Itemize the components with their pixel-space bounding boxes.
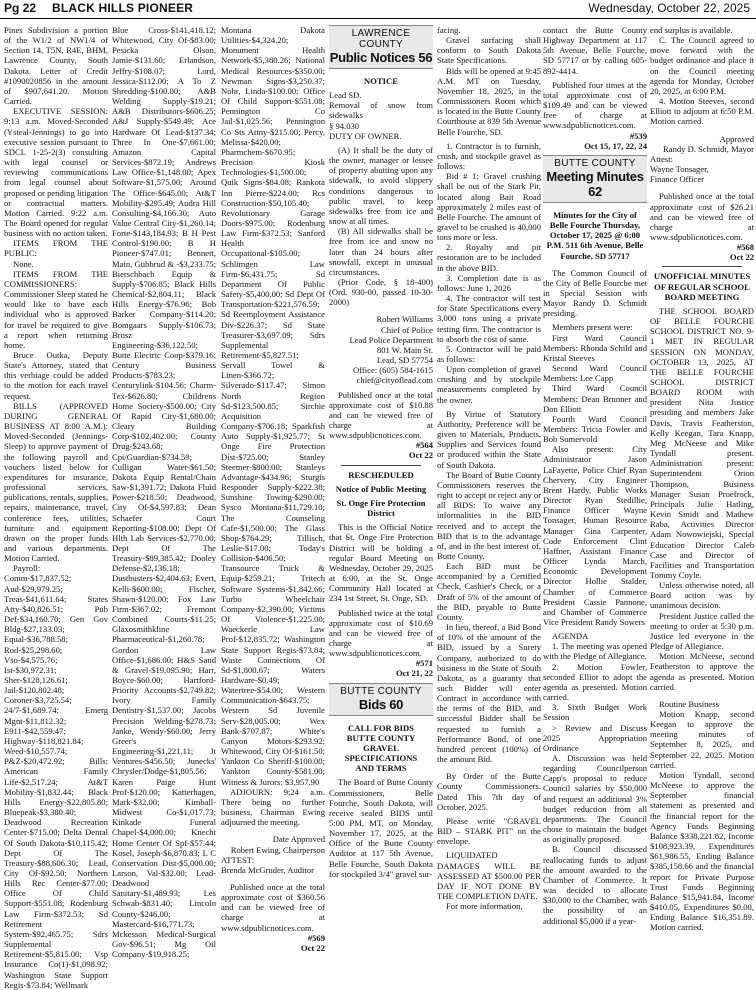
notice-signature-line: Approved <box>719 133 754 144</box>
notice-signature-line: Oct 21, 22 <box>396 668 433 679</box>
spacer <box>221 875 325 882</box>
notice-signature-line: Oct 22 <box>300 942 325 953</box>
notice-paragraph: 3. Completion date is as follows: June 1, 2026 <box>437 272 541 293</box>
notice-heading: UNOFFICIAL MINUTES OF REGULAR SCHOOL BOARD MEETING <box>653 271 751 302</box>
notice-paragraph: 2. Motion Fowler, seconded Elliot to adopt the agenda as presented. Motion carried. <box>543 661 647 703</box>
notice-paragraph: Bruce Outka, Deputy State's Attorney, stated that this verbiage could be added to the motion for each travel request. <box>4 350 108 401</box>
spacer <box>650 127 754 134</box>
notice-heading: NOTICE <box>364 76 398 86</box>
notice-heading: AND TERMS <box>355 763 407 774</box>
notice-paragraph: Published four times at the total approximate cost of $109.49 and can be viewed free of charge at www.sdpublicnotices.com. <box>543 79 647 131</box>
spacer <box>543 261 647 268</box>
notice-signature-line: chief@cityoflead.com <box>356 375 433 386</box>
notice-signature-line: Oct 22 <box>729 252 754 263</box>
column-3 <box>221 25 325 970</box>
column-6 <box>543 25 647 970</box>
notice-paragraph: Blue Cross-$141,418.12; Whitewood, City Of-$83.00; Pesicka Olson, Jamie-$131.60; Erlandson, Jeffry-$108.07; Lord, Jessica-$112.00; A To Z Shredding-$100.00; A&B Welding Supply-$19.21; A&B Distributors-$606.25; A&J Supply-$549.49; Ace Hardware Of Lead-$137.34; Three In One-$7,661.00; Amazon Capital Services-$872.19; Andrews Law Office-$1,148.00; Apex Software-$1,575.00; Around The Office-$645.00; At&T Mobility-$295.49; Audra Hill Consulting-$4,166.30; Auto Value Central City-$1,260.14; Forte-$143,184.93; B H Pest Control-$190.00; B H Pioneer-$747.01; Bennett, Main, Gubbrud & -$3,233.75; Bierschbach Equip & Supply-$706.85; Black Hills Chemical-$2,804.11; Black Hills Energy-$76.96; Bob Barker Company-$114.20; Bomgaars Supply-$106.73; Brosz Engineering-$36,122.50; Butte Electric Coop-$379.16; Century Business Products-$783.23; Centurylink-$104.56; Charm-Tex-$626.80; Childrens Home Society-$500.00; City Of Rapid City-$1,680.00; Cleary Building Corp-$102,402.00; County Drug-$243.68; Cpi/Guardian-$734.59; Culligan Water-$61.50; Dakota Equip Rental/Chain Saw-$1,391.72; Dakota Fluid Power-$218.50; Deadwood, City Of-$4,597.83; Dean Schaefer Court Reporting-$108.00; Dept Of Hlth Lab Services-$2,770.00; Dept Of The Treasury-$89,385.42; Dooley Defense-$2,136.18; Dustbusters-$2,404.63; Evert, Kelli-$600.00; Fischer, Shawn-$120.00; Fox Law Firm-$367.02; Fremont Combined Courts-$11.25; Glaxosmithkline Pharmaceutical-$1,260.78; Gordon Law Office-$1,686.00; H&S Sand & Gravel-$19,095.90; Harr, Boyce-$60.00; Hartford-Priority Accounts-$2,749.82; Ivory Family Dentistry-$1,537.00; Jacobs Precision Welding-$278.73; Janke, Wendy-$60.00; Jerry Greer's Engineering-$1,221.11; Jt Ventures-$456.50; Junecks' Chrysler/Dodge-$1,805.56; Karen Paige Hunt Prof-$120.00; Katterhagen, Mark-$32.00; Kimball-Midwest Co-$1,017.73; Kinkade Funeral Chapel-$4,000.00; Knecht Home Center Of Spf-$57.44; Kosel, Joseph-$6,870.83; L C Conservation Dist-$5,000.00; Larson, Val-$32.00; Lead-Deadwood Sanitary-$1,489.93; Les Schwab-$831.40; Lincoln County-$246.00; Mastercard-$16,771.73; Mckesson Medical-Surgical Gov-$96.51; Mg Oil Company-$19,918.25; <box>112 25 216 960</box>
notice-paragraph: The Board of Butte County Commissioners reserves the right to accept or reject any or all BIDS: To waive any informalities in the BID received and to accept the BID that is to the advantage of, and in the best interest of, Butte County. <box>437 469 541 561</box>
spacer <box>329 307 433 314</box>
notice-paragraph: facing. <box>437 25 461 35</box>
notice-paragraph: contact the Butte County Highway Department at 117 5th Avenue, Belle Fourche, SD 57717 or by calling 605-892-4414. <box>543 25 647 76</box>
notice-heading: Notice of Public Meeting <box>335 483 427 494</box>
notice-heading: Minutes for the City of Belle Fourche Thursday, October 17, 2025 @ 6:00 P.M. 511 6th Avenue, Belle Fourche, SD 57717 <box>546 209 644 261</box>
section-tag: BUTTE COUNTY <box>543 155 647 169</box>
section-title: Public Notices 56 <box>329 50 433 69</box>
notice-signature-line: Lead, SD 57754 <box>376 355 433 366</box>
notice-paragraph: 2. Royalty and pit restoration are to be included in the above BID. <box>437 242 541 273</box>
notice-paragraph: ITEMS FROM THE PUBLIC: <box>4 238 108 259</box>
notice-paragraph: > Review and Discuss 2025 Appropriation Ordinance <box>543 722 647 753</box>
spacer <box>543 203 647 210</box>
notice-paragraph: EXECUTIVE SESSION: 9:13 a.m. Moved-Seconded (Ysteal-Jennings) to go into executive session pursuant to SDCL 1-25-2(3) consulting with legal counsel or reviewing communications from legal counsel about proposed or pending litigation or contractual matters. Motion Carried. 9:22 a.m. The Board opened for regular business with no action taken. <box>4 106 108 239</box>
notice-paragraph: Each BID must be accompanied by a Certified Check, Cashier's Check, or a Draft of 5% of the amount of the BID, payable to Butte County. <box>437 561 541 622</box>
notice-paragraph: By Order of the Butte County Commissioners. Dated This 7th day of October, 2025. <box>437 771 541 812</box>
notice-signature-line: #564 <box>415 440 433 451</box>
notice-paragraph: Please write "GRAVEL BID – STARK PIT" on the envelope. <box>437 815 541 847</box>
notice-signature-line: Robert Williams <box>376 314 433 325</box>
page-header <box>0 0 756 19</box>
spacer <box>650 692 754 699</box>
column-5 <box>437 25 541 970</box>
notice-paragraph: C. The Council agreed to move forward with the budget ordinance and place it on the Council meeting agenda for Monday, October 20, 2025, at 6:00 P.M. <box>650 35 754 96</box>
notice-paragraph: LIQUIDATED DAMAGES WILL BE ASSESSED AT $500.00 PER DAY IF NOT DONE BY THE COMPLETION DATE. <box>437 850 541 901</box>
notice-paragraph: First Ward Council Members: Rhonda Schild and Kristal Steeves <box>543 332 647 363</box>
notice-signature-line: #569 <box>307 932 325 943</box>
notice-paragraph: 5. Contractor will be paid as follows: <box>437 343 541 364</box>
notice-paragraph: 3. Sixth Budget Work Session <box>543 702 647 723</box>
newspaper-title: BLACK HILLS PIONEER <box>52 1 194 15</box>
notice-paragraph: By Virtue of Statutory Authority, Preference will be given to Materials, Products, Supplies and Services found or produced within the State of South Dakota. <box>437 408 541 470</box>
notice-paragraph: President Justice called the meeting to order at 5:30 p.m. Justice led everyone in the Pledge of Allegiance. <box>650 610 754 652</box>
notice-paragraph: Payroll: Comm-$17,837.52; Aud-$29,979.25; Treas-$41,611.64; States Atty-$40,826.51; Pub Def-$34,160.70; Gen Gov Bldg-$27,133.03; Equal-$36,788.58; Rod-$25,298.60; Vso-$4,575.76; Ist-$30,972.31; Sher-$128,126.61; Jail-$120,802.48; Coroner-$3,725.54; 24/7-$1,689.74; Emerg Mgnt-$11,812.32; E911-$42,559.47; Highway-$118,821.84; Weed-$10,557.74; P&Z-$20,472.92; Bills: American Family Life-$2,517.24; At&T Mobility-$1,832.44; Black Hills Energy-$22,805.80; Bluepeak-$3,380.40; Deadwood Recreation Center-$715.00; Delta Dental Of South Dakota-$10,115.42; Dept Of The Treasury-$88,606.30; Lead, City Of-$92.50; Northern Hills Rec Center-$77.00; Office Of Child Support-$551.08; Rodenburg Law Firm-$372.53; Sd Retirement System-$92,465.75; Sdrs Supplemental Retirement-$5,815.00; Vsp Insurance Co(1)-$1,098.92; Washington State Support Regis-$73.84; Wellmark <box>4 563 108 990</box>
notice-paragraph: Finance Officer <box>650 174 705 185</box>
section-title: Meeting Minutes 62 <box>543 169 647 203</box>
notice-signature-line: Lead Police Department <box>349 334 433 345</box>
notice-paragraph: Bids will be opened at 9:45 A.M. MT on Tuesday, November 18, 2025, in the Commissioners Room which is located in the Butte County Courthouse at 839 5th Avenue Belle Fourche, SD. <box>437 65 541 137</box>
column-7 <box>650 25 754 970</box>
notice-paragraph: Pines Subdivision a portion of the W1/2 of NW1/4 of Section 14, T5N, R4E, BHM, Lawrence County, South Dakota. Letter of Credit #1090020856 in the amount of $907,641.20. Motion Carried. <box>4 25 108 107</box>
notice-heading: SPECIFICATIONS <box>344 753 418 764</box>
notice-paragraph: Gravel surfacing shall conform to South Dakota State Specifications. <box>437 35 541 66</box>
column-4 <box>329 25 433 970</box>
notice-paragraph: Members present were: <box>552 322 633 333</box>
notice-paragraph: Published once at the total approximate cost of $26.21 and can be viewed free of charge at www.sdpublicnotices.com. <box>650 191 754 242</box>
spacer <box>650 184 754 191</box>
notice-paragraph: 1. Contractor is to furnish, crush, and stockpile gravel as follows: <box>437 140 541 172</box>
notice-signature-line: #568 <box>736 242 754 253</box>
issue-date: Wednesday, October 22, 2025 <box>588 1 750 15</box>
notice-paragraph: Brenda McGruder, Auditor <box>221 864 314 875</box>
notice-paragraph: Published once at the total approximate cost of $360.56 and can be viewed free of charge at www.sdpublicnotices.com. <box>221 881 325 933</box>
notice-paragraph: Montana Dakota Utilities-$4,324.20; Monument Health Network-$5,380.26; National Medical Resources-$350.00; Newman Signs-$3,250.37; Nohr, Linda-$100.00; Office Of Child Support-$551.08; Pennington Co Jail-$1,025.56; Pennington Co Sts Attny-$215.00; Percy, Melissa-$420.00; Pharmchem-$670.95; Precision Kiosk Technologies-$1,500.00; Quik Signs-$84.08; Rankota Inn Pierre-$224.00; Rcs Construction-$50,105.40; Revolutionary Garage Doors-$975.00; Rodenburg Law Firm-$372.53; Sanford Health Occupational-$105.00; Schlimgen Law Firm-$6,431.75; Sd Department Of Public Safety-$5,400.00; Sd Dept Of Transportation-$221,576.59; Sd Reemployment Assistance Div-$226.37; Sd State Treasurer-$3,697.09; Sdrs Supplemental Retirement-$5,827.51; Servall Towel & Linen-$366.72; Silverado-$117.47; Simon North Region Sd-$123,500.85; Sirchie Acquisition Company-$706.18; Sparkfish Auto Supply-$1,925.77; St Onge Fire Protection Dist-$725.00; Stanley Steemer-$800.00; Stanleys Advantage-$434.96; Sturgis Responder Supply-$222.38; Sunshine Towing-$290.00; Sysco Montana-$11,729.10; The Counseling Cafe-$1,500.00; The Glass Shop-$764.29; Tillisch, Leslie-$17.00; Today's Collision-$406.50; Transource Truck & Equip-$259.21; Tritech Software Systems-$1,842.66; Turbo Wheelchair Company-$2,390.00; Victims Of Violence-$1,225.00; Waeckerle Law Prof-$12,835.72; Washington State Support Regis-$73.84; Waste Connections Of Sd-$1,800.67; Waters Hardware-$0.49; Watertree-$54.00; Western Communication-$643.75; Western Sd Juvenile Serv-$28,005.00; Wex Bank-$707.87; White's Canyon Motors-$293.92; Whitewood, City Of-$161.50; Yankton Co Sheriff-$100.00; Yankton County-$581.00; Witness & Jurors: $3,957.90 <box>221 25 325 787</box>
notice-signature-line: Robert Ewing, Chairperson <box>230 844 325 855</box>
notice-paragraph: Wayne Tonsager, <box>650 164 709 175</box>
notice-paragraph: For more information, <box>446 901 523 912</box>
notice-paragraph: Third Ward Council Members: Dean Brunner and Don Elliott <box>543 383 647 414</box>
notice-heading: GRAVEL <box>363 742 399 753</box>
spacer <box>437 764 541 771</box>
notice-paragraph: A. Discussion was held regarding Councilperson Capp's proposal to reduce Council salaries by $50,000 and request an additional 3% budget reduction from all departments. The Council chose to maintain the budget as originally proposed. <box>543 753 647 845</box>
notice-paragraph: Removal of snow from sidewalks <box>329 100 433 121</box>
notice-paragraph: Unless otherwise noted, all Board action was by unanimous decision. <box>650 580 754 611</box>
spacer <box>329 716 433 723</box>
notice-heading: CALL FOR BIDS <box>348 722 414 733</box>
notice-paragraph: ITEMS FROM THE COMMISSIONERS: Commissioner Sleep stated he would like to have each individual who is approved for travel be required to give a report when returning home. <box>4 268 108 350</box>
notice-paragraph: Routine Business <box>659 698 719 709</box>
notice-paragraph: Also present: City Administrator Jason LaFayette, Police Chief Ryan Chervery, City Engineer Brent Hardy, Public Works Director Ryan Stedillie, Finance Officer Wayne Tonsager, Human Resource Manager Gina Carpenter, Code Enforcement Clint Haffner, Assistant Finance Officer Lynda March, Economic Development Director Hollie Stalder, Chamber of Commerce President Cassie Pannone, and Chamber of Commerce Vice President Randy Sowers <box>543 444 647 627</box>
notice-paragraph: Motion Knapp, second Keegan to approve the meeting minutes of September 8, 2025, and September 22, 2025. Motion carried. <box>650 709 754 770</box>
notice-paragraph: AGENDA <box>552 631 589 642</box>
notice-paragraph: Published twice at the total approximate cost of $10.69 and can be viewed free of charge at www.sdpublicnotices.com. <box>329 607 433 659</box>
notice-paragraph: Bid # 1: Gravel crushing shall be out of the Stark Pit, located along Bait Road approximately 2 miles east of Belle Fourche. The amount of gravel to be crushed is 40,000 tons more or less. <box>437 171 541 243</box>
spacer <box>329 69 433 76</box>
notice-paragraph: end surplus is available. <box>650 25 733 35</box>
column-2 <box>112 25 216 970</box>
notice-paragraph: 4. Motion Steeves, second Elliott to adjourn at 6:50 P.M. Motion carried. <box>650 96 754 127</box>
notice-heading: St. Onge Fire Protection District <box>336 497 426 519</box>
notice-signature-line: Randy D. Schmidt, Mayor <box>663 143 754 154</box>
notice-signature-line: #539 <box>629 130 647 141</box>
notice-signature-line: Date Approved <box>272 834 325 845</box>
divider <box>662 266 742 267</box>
section-tag: LAWRENCE COUNTY <box>329 25 433 50</box>
notice-signature-line: Oct 15, 17, 22, 24 <box>584 140 647 151</box>
notice-paragraph: B. Council discussed reallocating funds to adjust the amount awarded to the Chamber of Commerce. It was decided to allocate $30,000 to the Chamber, with the possibility of an additional $5,000 if a year- <box>543 844 647 926</box>
column-1 <box>4 25 108 990</box>
notice-paragraph: 1. The meeting was opened with the Pledge of Allegiance. <box>543 641 647 662</box>
notice-paragraph: 4. The contractor will test for State Specifications every 3,000 tons using a private testing firm. The contractor is to absorb the cost of same. <box>437 293 541 344</box>
notice-paragraph: Fourth Ward Council Members: Tricia Fowler and Bob Somervold <box>543 413 647 445</box>
notice-paragraph: None. <box>13 258 34 269</box>
divider <box>341 465 421 466</box>
notice-paragraph: The Board of Butte County Commissioners, Belle Fourche, South Dakota, will receive sealed BIDS until 5:00 PM, MT, on Monday, November 17, 2025, at the Office of the Butte County Auditor at 117 5th Avenue, Belle Fourche, South Dakota for stockpiled 3/4" gravel sur- <box>329 777 433 879</box>
section-tag: BUTTE COUNTY <box>329 683 433 697</box>
notice-paragraph: (A) It shall be the duty of the owner, manager or lessee of property abutting upon any sidewalk, to avoid slippery conditions dangerous to public travel, to keep sidewalks free from ice and snow at all times. <box>329 144 433 227</box>
notice-signature-line: Chief of Police <box>380 324 433 335</box>
section-title: Bids 60 <box>329 697 433 716</box>
spacer <box>221 827 325 834</box>
notice-heading: RESCHEDULED <box>348 469 414 480</box>
notice-paragraph: (B) All sidewalks shall be free from ice and snow no later than 24 hours after snowfall, except in unusual circumstances. <box>329 226 433 277</box>
notice-paragraph: Upon completion of gravel crushing and by stockpile measurements completed by the owner. <box>437 364 541 405</box>
page-number: Pg 22 <box>4 1 37 15</box>
notice-paragraph: This is the Official Notice that St. Onge Fire Protection District will be holding a regular Board Meeting on Wednesday, October 29, 2025 at 6:00, at the St. Onge Community Hall located at 234 1st Street, St. Onge, SD. <box>329 522 433 604</box>
notice-signature-line: 801 W. Main St. <box>376 344 433 355</box>
notice-signature-line: #571 <box>415 658 433 669</box>
notice-heading: BUTTE COUNTY <box>346 732 416 743</box>
notice-paragraph: Motion Tyndall, second McNeese to approve the September financial statement as presented and the financial report for the Agency Funds Beginning Balance $338,221.82, Income $108,923.39, Expenditures $61,986.55, Ending Balance $385,158.66 and the financial report for Private Purpose Trust Funds Beginning Balance $15,941.84, Income $410.05, Expenditures $0.00, Ending Balance $16,351.89. Motion carried. <box>650 769 754 933</box>
notice-signature-line: Oct 22 <box>408 450 433 461</box>
notice-paragraph: DUTY OF OWNER. <box>329 130 402 141</box>
notice-paragraph: (Prior Code, § 18-400) (Ord. 930-00, passed 10-30-2000) <box>329 276 433 308</box>
notice-paragraph: ATTEST: <box>221 854 254 865</box>
notice-paragraph: THE SCHOOL BOARD OF BELLE FOURCHE SCHOOL DISTRICT NO. 9-1 MET IN REGULAR SESSION ON MONDAY, OCTOBER 13, 2025, AT THE BELLE FOURCHE SCHOOL DISTRICT BOARD ROOM with president Nita Justice presiding and members Jake Davis, Travis Featherston, Kelly Keegan, Tara Knapp, Meg McNeese and Mike Tyndall present. Administration present: Superintendent Orion Thompson, Business Manager Susan Proefrock, Principals Julie Hatling, Kevin Smidt and Mathew Raba, Activities Director Adam Nowowiejski, Special Education Director Caleb Case and Director of Facilities and Transportation Tommy Coyle. <box>650 305 754 580</box>
notice-signature-line: Office: (605) 584-1615 <box>352 365 433 376</box>
notice-paragraph: § 94.030 <box>329 120 360 131</box>
notice-paragraph: Published once at the total approximate cost of $10.88 and can be viewed free of charge at www.sdpublicnotices.com. <box>329 389 433 441</box>
notice-paragraph: Lead SD. <box>329 90 362 101</box>
notice-paragraph: Second Ward Council Members: Lee Capp <box>543 363 647 384</box>
notice-paragraph: Attest: <box>650 153 673 164</box>
notice-paragraph: In lieu, thereof, a Bid Bond of 10% of the amount of the BID, issued by a Surety Company, authorized to do business in the State of South Dakota, as a guaranty that such Bidder will enter Contract in accordance with the terms of the BID, and successful Bidder shall be requested to furnish a Performance Bond, of one hundred percent (100%) of the amount Bid. <box>437 622 541 765</box>
notice-paragraph: BILLS (APPROVED DURING GENERAL BUSINESS AT 8:00 A.M.): Moved-Seconded (Jennings-Sleep) to approve payment of the following payroll and vouchers listed below for expenditures for insurance, professional services, publications, rentals, supplies, repairs, maintenance, travel, conference fees, utilities, furniture and equipment drawn on the proper funds and various departments. Motion Carried. <box>4 400 108 564</box>
notice-paragraph: The Common Council of the City of Belle Fourche met in Special Session with Mayor Randy D. Schmidt presiding. <box>543 267 647 319</box>
notice-paragraph: ADJOURN: 9:24 a.m. There being no further business, Chairman Ewing adjourned the meeting. <box>221 786 325 828</box>
notice-paragraph: Motion McNeese, second Featherston to approve the agenda as presented. Motion carried. <box>650 651 754 692</box>
